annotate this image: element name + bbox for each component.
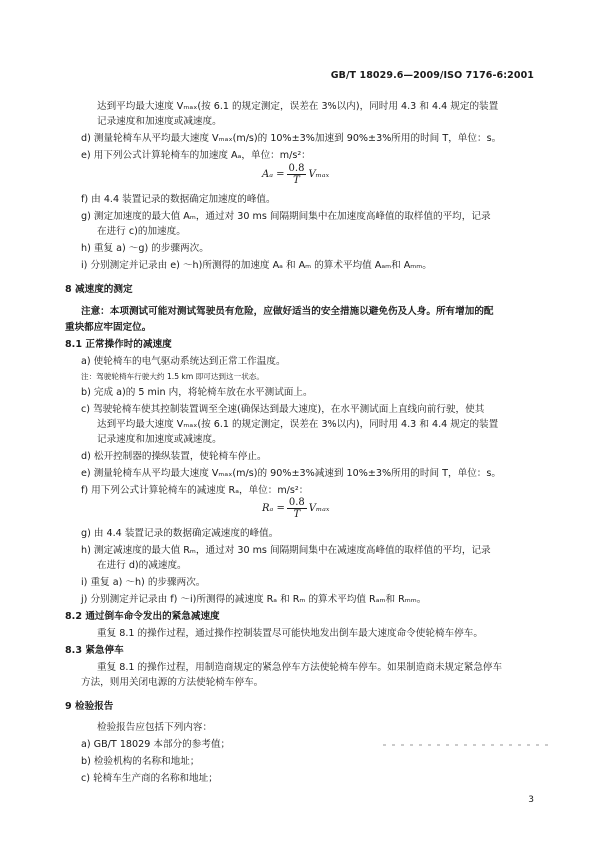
text-line: 8.2 通过倒车命令发出的紧急减速度 — [65, 611, 220, 622]
text-line: f) 由 4.4 装置记录的数据确定加速度的峰值。 — [81, 194, 276, 205]
text-line: b) 检验机构的名称和地址； — [81, 756, 200, 767]
text-line: a) 使轮椅车的电气驱动系统达到正常工作温度。 — [81, 356, 286, 367]
text-line: g) 由 4.4 装置记录的数据确定减速度的峰值。 — [81, 528, 279, 539]
text-line: 达到平均最大速度 Vₘₐₓ(按 6.1 的规定测定，误差在 3%以内)，同时用 4.3 和 4.4 规定的装置 — [97, 419, 499, 430]
numerator: 0.8 — [288, 497, 305, 508]
text-line: 在进行 c)的加速度。 — [97, 226, 186, 237]
text-line: i) 重复 a) ～h) 的步骤两次。 — [81, 577, 206, 588]
text-line: 注：驾驶轮椅车行驶大约 1.5 km 即可达到这一状态。 — [81, 372, 264, 381]
text-line: 9 检验报告 — [65, 701, 114, 712]
text-line: i) 分别测定并记录由 e) ～h)所测得的加速度 Aₐ 和 Aₘ 的算术平均值 Aₐₘ和 Aₘₘ。 — [81, 260, 432, 271]
fraction — [287, 497, 307, 520]
text-line: h) 重复 a) ～g) 的步骤两次。 — [81, 243, 209, 254]
denominator: T — [293, 175, 300, 186]
text-line: e) 用下列公式计算轮椅车的加速度 Aₐ，单位：m/s²： — [81, 150, 311, 161]
text-line: a) GB/T 18029 本部分的参考值； — [81, 739, 231, 750]
numerator: 0.8 — [288, 163, 305, 174]
text-line: 8 减速度的测定 — [65, 284, 133, 295]
text-line: 在进行 d)的减速度。 — [97, 560, 187, 571]
text-line: 重块都应牢固定位。 — [65, 322, 152, 333]
formula — [262, 497, 329, 520]
text-line: 重复 8.1 的操作过程，用制造商规定的紧急停车方法使轮椅车停车。如果制造商未规定紧急停车 — [97, 662, 503, 673]
text-line: 达到平均最大速度 Vₘₐₓ(按 6.1 的规定测定，误差在 3%以内)，同时用 4.3 和 4.4 规定的装置 — [97, 101, 499, 112]
text-line: 重复 8.1 的操作过程，通过操作控制装置尽可能快地发出倒车最大速度命令使轮椅车停车。 — [97, 628, 483, 639]
text-line: 8.3 紧急停车 — [65, 645, 124, 656]
formula-lhs: Rₐ = — [262, 503, 285, 514]
text-line: g) 测定加速度的最大值 Aₘ，通过对 30 ms 间隔期间集中在加速度高峰值的取样值的平均，记录 — [81, 211, 491, 222]
text-line: 记录速度和加速度或减速度。 — [97, 434, 222, 445]
text-line: c) 轮椅车生产商的名称和地址； — [81, 773, 218, 784]
text-line: 记录速度和加速度或减速度。 — [97, 116, 222, 127]
formula-variable: Vₘₐₓ — [308, 169, 330, 180]
fraction — [287, 163, 307, 186]
text-line: d) 测量轮椅车从平均最大速度 Vₘₐₓ(m/s)的 10%±3%加速到 90%±3%所用的时间 T，单位：s。 — [81, 133, 502, 144]
text-line: 8.1 正常操作时的减速度 — [65, 339, 172, 350]
formula-variable: Vₘₐₓ — [308, 503, 330, 514]
text-line: j) 分别测定并记录由 f) ～i)所测得的减速度 Rₐ 和 Rₘ 的算术平均值 Rₐₘ和 Rₘₘ。 — [81, 594, 427, 605]
text-line: 注意：本项测试可能对测试驾驶员有危险，应做好适当的安全措施以避免伤及人身。所有增加的配 — [81, 306, 494, 317]
text-line: f) 用下列公式计算轮椅车的减速度 Rₐ，单位：m/s²： — [81, 485, 309, 496]
text-line: 方法，则用关闭电源的方法使轮椅车停车。 — [81, 677, 264, 688]
text-line: 检验报告应包括下列内容： — [97, 722, 213, 733]
text-line: d) 松开控制器的操纵装置，使轮椅车停止。 — [81, 451, 267, 462]
text-line: h) 测定减速度的最大值 Rₘ，通过对 30 ms 间隔期间集中在减速度高峰值的取样值的平均，记录 — [81, 545, 491, 556]
scan-artifact — [383, 744, 553, 746]
text-line: b) 完成 a)的 5 min 内，将轮椅车放在水平测试面上。 — [81, 387, 313, 398]
formula-lhs: Aₐ = — [262, 169, 285, 180]
text-line: e) 测量轮椅车从平均最大速度 Vₘₐₓ(m/s)的 90%±3%减速到 10%±3%所用的时间 T，单位：s。 — [81, 468, 501, 479]
denominator: T — [293, 509, 301, 520]
text-line: c) 驾驶轮椅车使其控制装置调至全速(确保达到最大速度)，在水平测试面上直线向前行驶，使其 — [81, 404, 485, 415]
formula — [262, 163, 329, 186]
page-header: GB/T 18029.6—2009/ISO 7176-6:2001 — [330, 70, 534, 81]
page-number: 3 — [528, 795, 534, 805]
